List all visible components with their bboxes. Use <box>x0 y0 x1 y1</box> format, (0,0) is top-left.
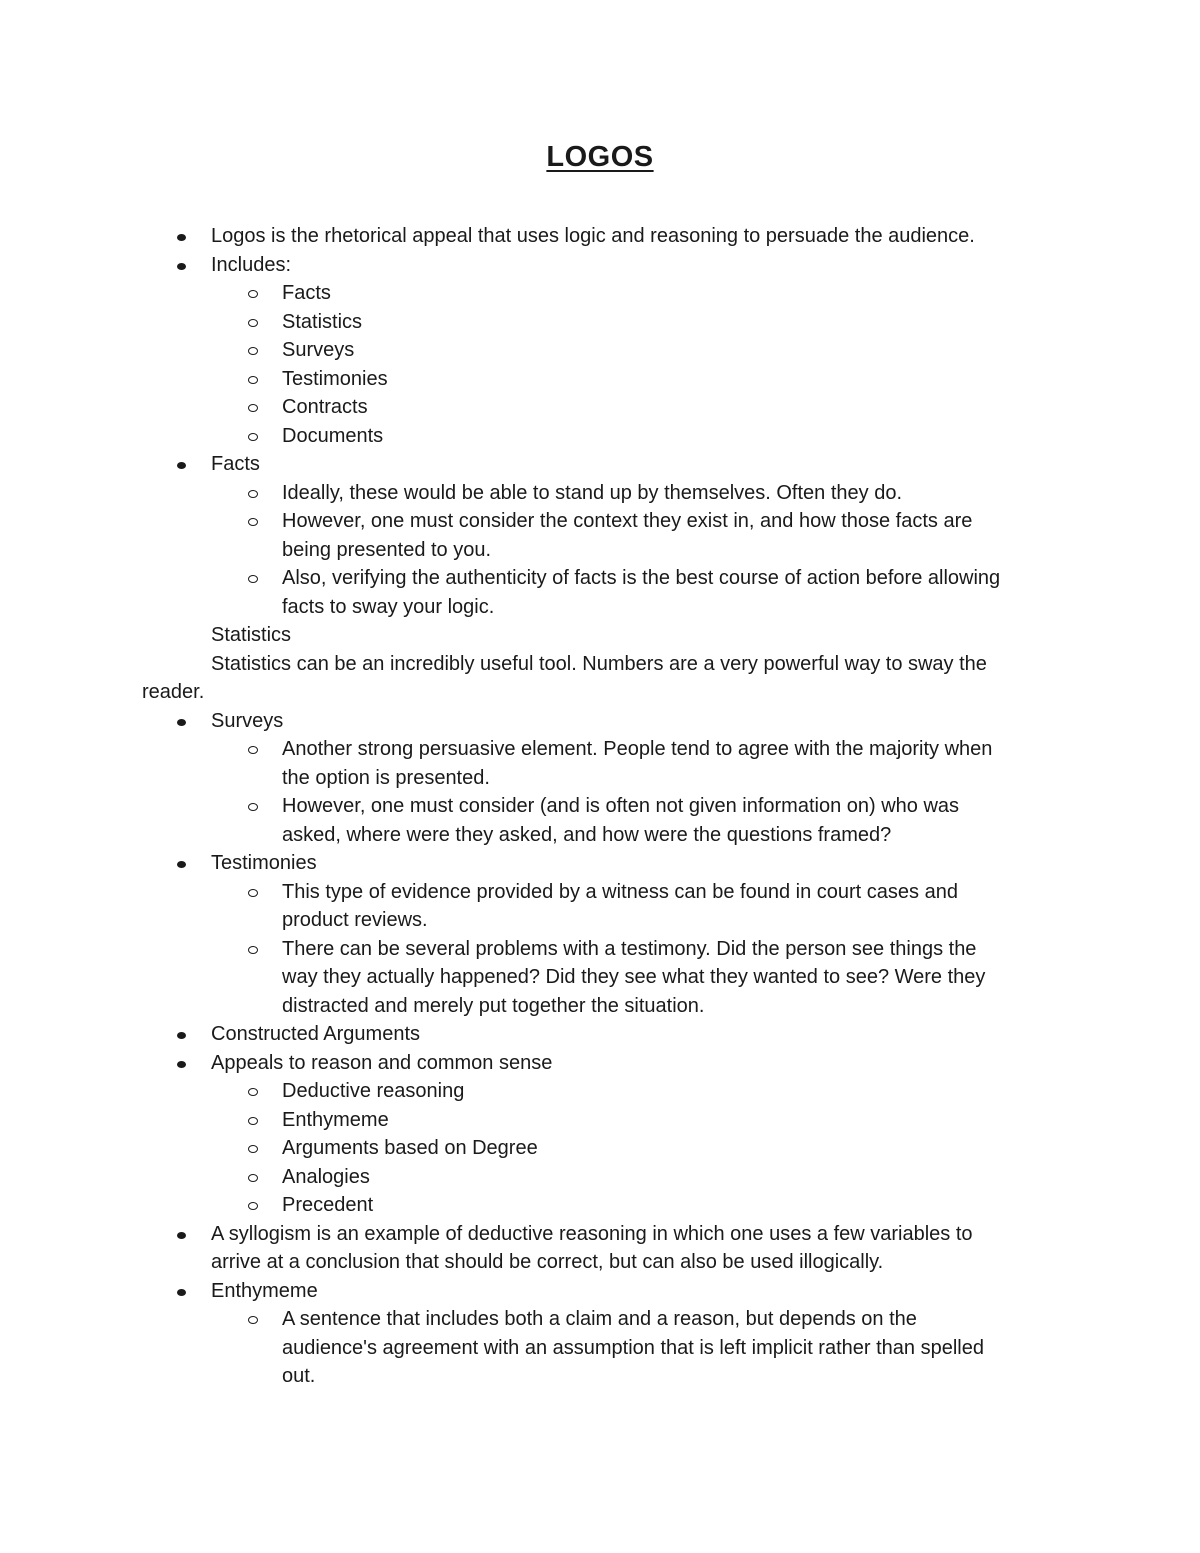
text-line <box>0 906 1200 935</box>
bullet-circle-icon <box>248 319 258 327</box>
bullet-disc-icon <box>177 234 186 241</box>
list-item <box>0 707 1200 736</box>
list-item <box>0 564 1200 593</box>
line-text: arrive at a conclusion that should be correct, but can also be used illogically. <box>211 1251 884 1273</box>
line-text: Testimonies <box>282 367 388 390</box>
line-text: Facts <box>282 282 331 304</box>
page-title: LOGOS <box>546 141 654 173</box>
line-text: Ideally, these would be able to stand up by themselves. Often they do. <box>282 481 903 504</box>
line-text: Arguments based on Degree <box>282 1137 538 1159</box>
list-item <box>0 393 1200 422</box>
bullet-circle-icon <box>248 946 258 954</box>
bullet-circle-icon <box>248 889 258 897</box>
list-item <box>0 507 1200 536</box>
line-text: Logos is the rhetorical appeal that uses logic and reasoning to persuade the audience. <box>211 225 975 247</box>
line-text: Facts <box>211 453 260 475</box>
bullet-circle-icon <box>248 347 258 355</box>
line-text: way they actually happened? Did they see what they wanted to see? Were they <box>282 966 986 988</box>
list-item <box>0 308 1200 337</box>
list-item <box>0 792 1200 821</box>
bullet-circle-icon <box>248 746 258 754</box>
line-text: Another strong persuasive element. People tend to agree with the majority when <box>282 738 993 760</box>
line-text: Statistics <box>211 624 292 646</box>
line-text: A sentence that includes both a claim and a reason, but depends on the <box>282 1308 917 1330</box>
bullet-circle-icon <box>248 404 258 412</box>
line-text: the option is presented. <box>282 766 490 789</box>
bullet-circle-icon <box>248 1316 258 1324</box>
line-text: product reviews. <box>282 909 428 931</box>
list-item <box>0 365 1200 394</box>
bullet-circle-icon <box>248 1088 258 1096</box>
bullet-circle-icon <box>248 376 258 384</box>
bullet-circle-icon <box>248 575 258 583</box>
text-line <box>0 621 1200 650</box>
list-item <box>0 735 1200 764</box>
line-text: Surveys <box>211 709 284 732</box>
bullet-circle-icon <box>248 1202 258 1210</box>
bullet-circle-icon <box>248 290 258 298</box>
line-text: Analogies <box>282 1165 370 1188</box>
line-text: out. <box>282 1365 316 1387</box>
list-item <box>0 1106 1200 1135</box>
bullet-circle-icon <box>248 1117 258 1125</box>
line-text: Appeals to reason and common sense <box>211 1051 553 1074</box>
list-item <box>0 251 1200 280</box>
bullet-circle-icon <box>248 433 258 441</box>
line-text: Surveys <box>282 339 355 361</box>
line-text: Deductive reasoning <box>282 1080 465 1102</box>
line-text: This type of evidence provided by a witness can be found in court cases and <box>282 880 958 903</box>
line-text: distracted and merely put together the situation. <box>282 994 705 1017</box>
list-item <box>0 1077 1200 1106</box>
line-text: Contracts <box>282 396 368 418</box>
list-item <box>0 1220 1200 1249</box>
list-item <box>0 1049 1200 1078</box>
list-item <box>0 479 1200 508</box>
text-line <box>0 536 1200 565</box>
text-line <box>0 821 1200 850</box>
bullet-circle-icon <box>248 1145 258 1153</box>
list-item <box>0 1305 1200 1334</box>
list-item <box>0 849 1200 878</box>
list-item <box>0 878 1200 907</box>
line-text: Constructed Arguments <box>211 1023 420 1045</box>
text-line <box>0 1362 1200 1391</box>
line-text: Documents <box>282 424 384 447</box>
bullet-disc-icon <box>177 719 186 726</box>
line-text: Also, verifying the authenticity of facts is the best course of action before allowing <box>282 567 1001 589</box>
line-text: Statistics <box>282 310 363 333</box>
bullet-disc-icon <box>177 1061 186 1068</box>
document-body <box>0 222 1200 1391</box>
bullet-circle-icon <box>248 803 258 811</box>
text-line <box>0 992 1200 1021</box>
line-text: Precedent <box>282 1194 374 1216</box>
line-text: asked, where were they asked, and how were the questions framed? <box>282 823 892 846</box>
bullet-circle-icon <box>248 490 258 498</box>
line-text: being presented to you. <box>282 538 492 561</box>
text-line <box>0 1334 1200 1363</box>
list-item <box>0 336 1200 365</box>
text-line <box>0 678 1200 707</box>
list-item <box>0 935 1200 964</box>
list-item <box>0 1191 1200 1220</box>
bullet-disc-icon <box>177 1232 186 1239</box>
line-text: Enthymeme <box>211 1279 318 1302</box>
line-text: facts to sway your logic. <box>282 595 495 618</box>
list-item <box>0 450 1200 479</box>
bullet-disc-icon <box>177 861 186 868</box>
line-text: However, one must consider the context they exist in, and how those facts are <box>282 510 973 532</box>
list-item <box>0 279 1200 308</box>
bullet-disc-icon <box>177 1032 186 1039</box>
line-text: However, one must consider (and is often not given information on) who was <box>282 795 960 817</box>
line-text: A syllogism is an example of deductive reasoning in which one uses a few variables to <box>211 1222 973 1245</box>
bullet-circle-icon <box>248 1174 258 1182</box>
list-item <box>0 222 1200 251</box>
list-item <box>0 1020 1200 1049</box>
line-text: audience's agreement with an assumption that is left implicit rather than spelled <box>282 1336 984 1359</box>
list-item <box>0 1134 1200 1163</box>
text-line <box>0 764 1200 793</box>
bullet-disc-icon <box>177 263 186 270</box>
text-line <box>0 593 1200 622</box>
bullet-circle-icon <box>248 518 258 526</box>
bullet-disc-icon <box>177 462 186 469</box>
line-text: Includes: <box>211 253 292 276</box>
text-line <box>0 650 1200 679</box>
bullet-disc-icon <box>177 1289 186 1296</box>
list-item <box>0 1163 1200 1192</box>
line-text: Testimonies <box>211 852 317 874</box>
list-item <box>0 1277 1200 1306</box>
text-line <box>0 963 1200 992</box>
line-text: reader. <box>142 681 205 703</box>
list-item <box>0 422 1200 451</box>
line-text: Statistics can be an incredibly useful tool. Numbers are a very powerful way to sway the <box>211 652 987 675</box>
line-text: Enthymeme <box>282 1108 389 1131</box>
line-text: There can be several problems with a testimony. Did the person see things the <box>282 937 977 960</box>
text-line <box>0 1248 1200 1277</box>
